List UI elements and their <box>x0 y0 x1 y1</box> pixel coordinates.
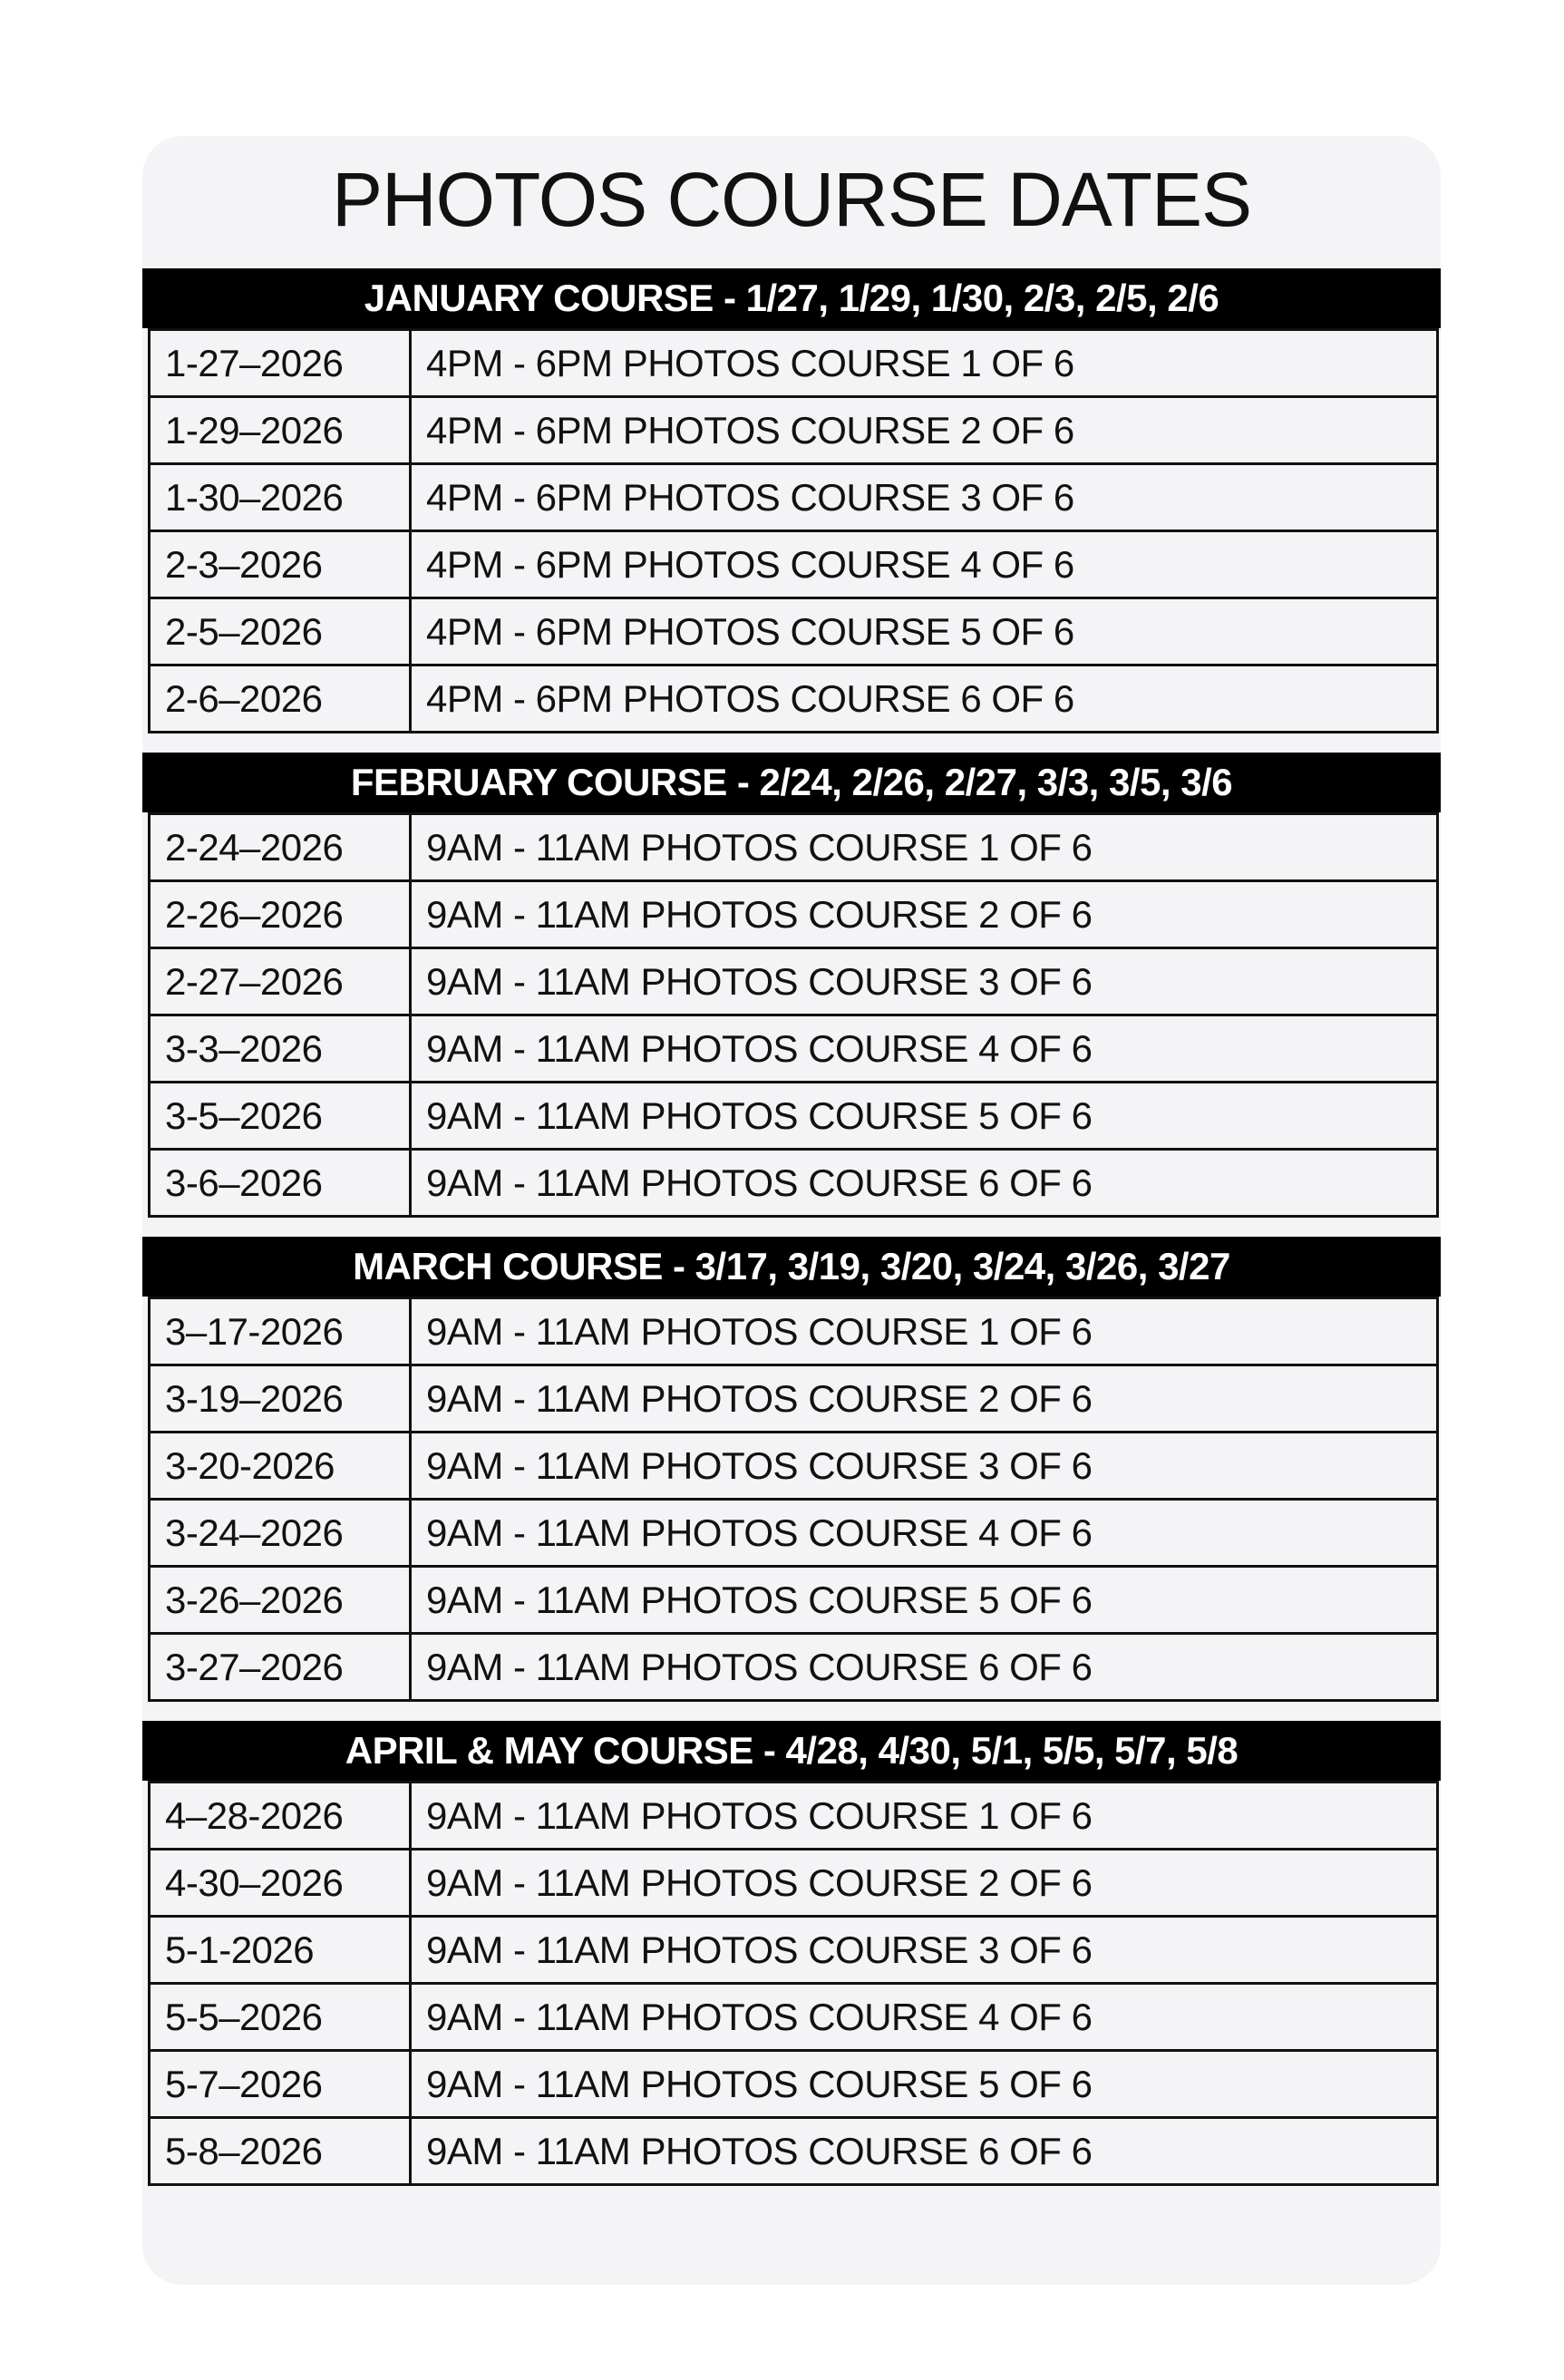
table-row <box>150 2051 1438 2118</box>
session-cell: 9AM - 11AM PHOTOS COURSE 4 OF 6 <box>411 1015 1438 1083</box>
table-row <box>150 1500 1438 1567</box>
schedule-table <box>148 812 1439 1218</box>
date-cell: 2-26–2026 <box>150 881 411 948</box>
schedule-table <box>148 328 1439 733</box>
table-row <box>150 464 1438 531</box>
date-cell: 1-27–2026 <box>150 330 411 397</box>
session-cell: 9AM - 11AM PHOTOS COURSE 3 OF 6 <box>411 1433 1438 1500</box>
section-april-may <box>142 1721 1441 2186</box>
page-title: PHOTOS COURSE DATES <box>331 157 1252 242</box>
section-header: JANUARY COURSE - 1/27, 1/29, 1/30, 2/3, 2/5, 2/6 <box>142 268 1441 328</box>
table-row <box>150 1850 1438 1917</box>
date-cell: 5-7–2026 <box>150 2051 411 2118</box>
session-cell: 4PM - 6PM PHOTOS COURSE 1 OF 6 <box>411 330 1438 397</box>
date-cell: 4–28-2026 <box>150 1783 411 1850</box>
date-cell: 3-19–2026 <box>150 1365 411 1433</box>
session-cell: 9AM - 11AM PHOTOS COURSE 1 OF 6 <box>411 1783 1438 1850</box>
section-header: APRIL & MAY COURSE - 4/28, 4/30, 5/1, 5/5, 5/7, 5/8 <box>142 1721 1441 1781</box>
session-cell: 4PM - 6PM PHOTOS COURSE 3 OF 6 <box>411 464 1438 531</box>
date-cell: 3-5–2026 <box>150 1083 411 1150</box>
date-cell: 1-30–2026 <box>150 464 411 531</box>
table-row <box>150 330 1438 397</box>
date-cell: 2-24–2026 <box>150 814 411 881</box>
section-march <box>142 1237 1441 1702</box>
session-cell: 9AM - 11AM PHOTOS COURSE 4 OF 6 <box>411 1500 1438 1567</box>
date-cell: 3-27–2026 <box>150 1634 411 1701</box>
session-cell: 9AM - 11AM PHOTOS COURSE 5 OF 6 <box>411 1083 1438 1150</box>
table-row <box>150 1984 1438 2051</box>
session-cell: 9AM - 11AM PHOTOS COURSE 3 OF 6 <box>411 1917 1438 1984</box>
date-cell: 5-1-2026 <box>150 1917 411 1984</box>
section-january <box>142 268 1441 733</box>
table-row <box>150 1150 1438 1217</box>
date-cell: 5-5–2026 <box>150 1984 411 2051</box>
section-header: MARCH COURSE - 3/17, 3/19, 3/20, 3/24, 3/26, 3/27 <box>142 1237 1441 1297</box>
table-row <box>150 1783 1438 1850</box>
date-cell: 2-6–2026 <box>150 665 411 733</box>
table-row <box>150 1298 1438 1365</box>
table-row <box>150 1015 1438 1083</box>
table-row <box>150 1567 1438 1634</box>
schedule-table <box>148 1297 1439 1702</box>
session-cell: 9AM - 11AM PHOTOS COURSE 6 OF 6 <box>411 2118 1438 2185</box>
date-cell: 3-6–2026 <box>150 1150 411 1217</box>
table-row <box>150 598 1438 665</box>
session-cell: 9AM - 11AM PHOTOS COURSE 1 OF 6 <box>411 1298 1438 1365</box>
table-row <box>150 1083 1438 1150</box>
session-cell: 9AM - 11AM PHOTOS COURSE 4 OF 6 <box>411 1984 1438 2051</box>
date-cell: 5-8–2026 <box>150 2118 411 2185</box>
date-cell: 3-26–2026 <box>150 1567 411 1634</box>
session-cell: 9AM - 11AM PHOTOS COURSE 5 OF 6 <box>411 2051 1438 2118</box>
date-cell: 3-24–2026 <box>150 1500 411 1567</box>
session-cell: 4PM - 6PM PHOTOS COURSE 5 OF 6 <box>411 598 1438 665</box>
table-row <box>150 1433 1438 1500</box>
date-cell: 2-27–2026 <box>150 948 411 1015</box>
date-cell: 2-3–2026 <box>150 531 411 598</box>
session-cell: 4PM - 6PM PHOTOS COURSE 6 OF 6 <box>411 665 1438 733</box>
date-cell: 1-29–2026 <box>150 397 411 464</box>
section-header: FEBRUARY COURSE - 2/24, 2/26, 2/27, 3/3, 3/5, 3/6 <box>142 753 1441 812</box>
table-row <box>150 1917 1438 1984</box>
table-row <box>150 881 1438 948</box>
session-cell: 9AM - 11AM PHOTOS COURSE 2 OF 6 <box>411 1365 1438 1433</box>
table-row <box>150 1634 1438 1701</box>
date-cell: 3–17-2026 <box>150 1298 411 1365</box>
session-cell: 9AM - 11AM PHOTOS COURSE 1 OF 6 <box>411 814 1438 881</box>
date-cell: 3-3–2026 <box>150 1015 411 1083</box>
table-row <box>150 2118 1438 2185</box>
session-cell: 9AM - 11AM PHOTOS COURSE 3 OF 6 <box>411 948 1438 1015</box>
table-row <box>150 814 1438 881</box>
session-cell: 4PM - 6PM PHOTOS COURSE 2 OF 6 <box>411 397 1438 464</box>
session-cell: 9AM - 11AM PHOTOS COURSE 5 OF 6 <box>411 1567 1438 1634</box>
session-cell: 9AM - 11AM PHOTOS COURSE 6 OF 6 <box>411 1634 1438 1701</box>
table-row <box>150 1365 1438 1433</box>
session-cell: 9AM - 11AM PHOTOS COURSE 2 OF 6 <box>411 881 1438 948</box>
session-cell: 9AM - 11AM PHOTOS COURSE 2 OF 6 <box>411 1850 1438 1917</box>
table-row <box>150 531 1438 598</box>
table-row <box>150 948 1438 1015</box>
date-cell: 2-5–2026 <box>150 598 411 665</box>
table-row <box>150 665 1438 733</box>
session-cell: 9AM - 11AM PHOTOS COURSE 6 OF 6 <box>411 1150 1438 1217</box>
schedule-table <box>148 1781 1439 2186</box>
date-cell: 3-20-2026 <box>150 1433 411 1500</box>
section-february <box>142 753 1441 1218</box>
date-cell: 4-30–2026 <box>150 1850 411 1917</box>
session-cell: 4PM - 6PM PHOTOS COURSE 4 OF 6 <box>411 531 1438 598</box>
table-row <box>150 397 1438 464</box>
